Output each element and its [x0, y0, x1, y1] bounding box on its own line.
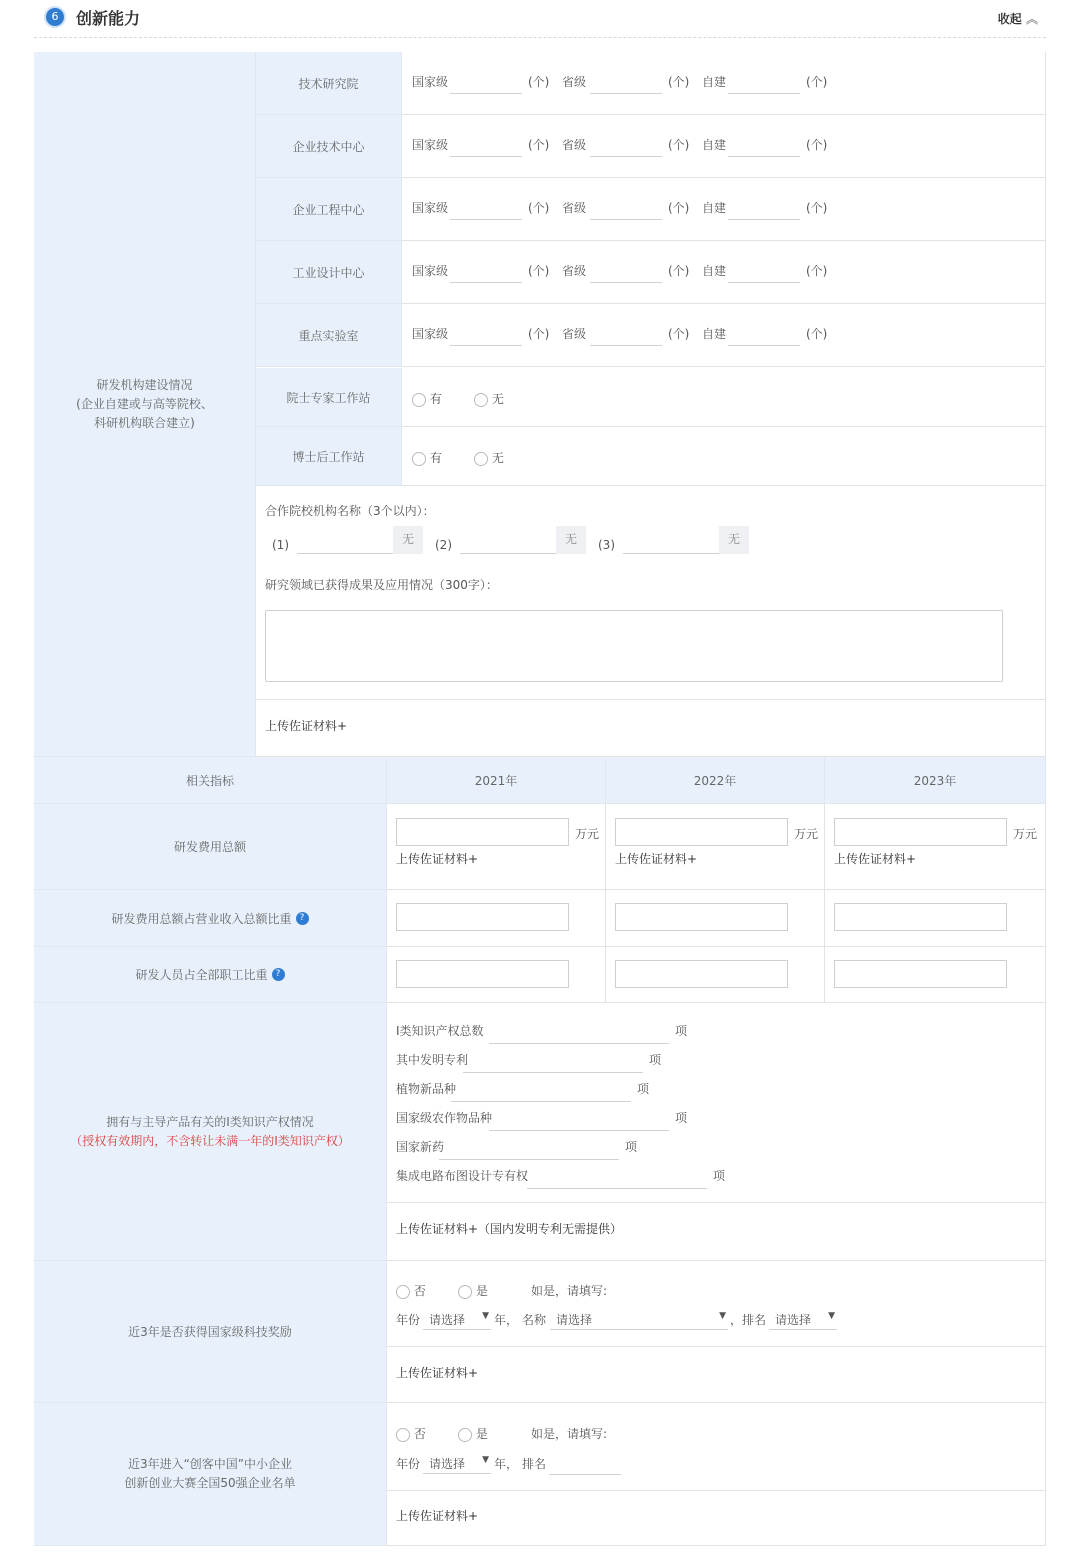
- staff-ratio-input[interactable]: [834, 960, 1007, 988]
- count-input-self[interactable]: [728, 263, 800, 283]
- unit-label: (个): [668, 201, 690, 215]
- institution-row: [402, 241, 1046, 304]
- unit-label: (个): [528, 327, 550, 341]
- collapse-toggle[interactable]: 收起 ︽: [997, 12, 1038, 26]
- level-label-province: 省级: [562, 138, 587, 152]
- radio-yes[interactable]: 是: [458, 1425, 488, 1442]
- partner-input[interactable]: [297, 534, 393, 554]
- level-label-self: 自建: [702, 264, 727, 278]
- unit-label: (个): [806, 201, 828, 215]
- rd-main-label: 研发机构建设情况 (企业自建或与高等院校、 科研机构联合建立): [34, 52, 256, 757]
- upload-link[interactable]: 上传佐证材料+: [834, 852, 917, 866]
- award-form: 否 是 如是，请填写: 年份 请选择 ▼ 年， 名称 请选择 ▼ ， 排名 请选择 ▼: [387, 1261, 1046, 1347]
- station-row-postdoc: [402, 427, 1046, 486]
- ip-item-input[interactable]: [451, 1082, 631, 1102]
- upload-link[interactable]: 上传佐证材料+: [615, 852, 698, 866]
- year-header-2021: 2021年: [387, 757, 606, 804]
- level-label-national: 国家级: [412, 138, 449, 152]
- ip-item-label: 其中发明专利: [396, 1053, 469, 1067]
- level-label-province: 省级: [562, 75, 587, 89]
- count-input-province[interactable]: [590, 263, 662, 283]
- unit-label: 万元: [1013, 827, 1038, 841]
- partner-none-button[interactable]: 无: [719, 526, 749, 554]
- award-label: 近3年是否获得国家级科技奖励: [34, 1261, 387, 1403]
- metrics-header-label: 相关指标: [34, 757, 387, 804]
- upload-link[interactable]: 上传佐证材料+: [396, 852, 479, 866]
- ip-label: 拥有与主导产品有关的I类知识产权情况 （授权有效期内，不含转让未满一年的I类知识产权）: [34, 1003, 387, 1261]
- partner-index: (3): [598, 538, 615, 552]
- partner-block: [256, 486, 1046, 700]
- achievements-label: 研究领域已获得成果及应用情况（300字）：: [265, 578, 498, 592]
- institution-label: 技术研究院: [256, 52, 402, 115]
- caret-down-icon: ▼: [828, 1311, 835, 1321]
- staff-ratio-cell: [387, 947, 606, 1003]
- institution-row: [402, 52, 1046, 115]
- award-name-select[interactable]: 请选择 ▼: [550, 1308, 728, 1330]
- year-select[interactable]: 请选择 ▼: [423, 1452, 491, 1474]
- count-input-national[interactable]: [450, 137, 522, 157]
- ip-item-label: 国家级农作物品种: [396, 1111, 493, 1125]
- year-suffix: 年，: [494, 1313, 519, 1327]
- if-yes-hint: 如是，请填写:: [531, 1284, 608, 1298]
- rd-total-cell: [825, 804, 1046, 890]
- unit-label: (个): [806, 264, 828, 278]
- rd-ratio-cell: [825, 890, 1046, 947]
- rd-total-input[interactable]: [615, 818, 788, 846]
- level-label-self: 自建: [702, 75, 727, 89]
- unit-label: 项: [675, 1111, 688, 1125]
- institution-label: 重点实验室: [256, 304, 402, 367]
- chevron-up-icon: ︽: [1025, 12, 1038, 26]
- upload-link[interactable]: 上传佐证材料+（国内发明专利无需提供）: [396, 1222, 623, 1236]
- count-input-national[interactable]: [450, 326, 522, 346]
- unit-label: 项: [625, 1140, 638, 1154]
- level-label-self: 自建: [702, 201, 727, 215]
- level-label-self: 自建: [702, 327, 727, 341]
- ip-item-input[interactable]: [463, 1053, 643, 1073]
- rd-ratio-input[interactable]: [396, 903, 569, 931]
- unit-label: (个): [806, 75, 828, 89]
- count-input-national[interactable]: [450, 263, 522, 283]
- year-suffix: 年，: [494, 1457, 519, 1471]
- achievements-textarea[interactable]: [265, 610, 1003, 682]
- rd-total-cell: [606, 804, 825, 890]
- radio-no[interactable]: 否: [396, 1425, 426, 1442]
- station-row-academician: [402, 368, 1046, 427]
- year-header-2023: 2023年: [825, 757, 1046, 804]
- caret-down-icon: ▼: [482, 1311, 489, 1321]
- count-input-self[interactable]: [728, 74, 800, 94]
- rank-input[interactable]: [549, 1455, 621, 1475]
- radio-no[interactable]: 无: [474, 390, 504, 407]
- unit-label: (个): [528, 75, 550, 89]
- help-icon[interactable]: ?: [296, 912, 309, 925]
- institution-label: 企业技术中心: [256, 115, 402, 178]
- level-label-province: 省级: [562, 201, 587, 215]
- help-icon[interactable]: ?: [272, 968, 285, 981]
- rd-ratio-cell: [606, 890, 825, 947]
- caret-down-icon: ▼: [482, 1455, 489, 1465]
- unit-label: 项: [637, 1082, 650, 1096]
- partner-none-button[interactable]: 无: [556, 526, 586, 554]
- rd-total-label: 研发费用总额: [34, 804, 387, 890]
- count-input-self[interactable]: [728, 137, 800, 157]
- if-yes-hint: 如是，请填写:: [531, 1427, 608, 1441]
- station-label-academician: 院士专家工作站: [256, 368, 402, 427]
- institution-row: [402, 115, 1046, 178]
- rank-label: 排名: [522, 1457, 547, 1471]
- upload-link[interactable]: 上传佐证材料+: [396, 1509, 479, 1523]
- rd-total-cell: [387, 804, 606, 890]
- staff-ratio-input[interactable]: [615, 960, 788, 988]
- unit-label: 万元: [794, 827, 819, 841]
- ip-item-input[interactable]: [489, 1111, 669, 1131]
- count-input-self[interactable]: [728, 326, 800, 346]
- rd-total-input[interactable]: [396, 818, 569, 846]
- count-input-province[interactable]: [590, 326, 662, 346]
- year-select[interactable]: 请选择 ▼: [423, 1308, 491, 1330]
- caret-down-icon: ▼: [719, 1311, 726, 1321]
- unit-label: (个): [668, 138, 690, 152]
- radio-yes[interactable]: 是: [458, 1282, 488, 1299]
- section-number-badge: 6: [44, 6, 66, 28]
- partner-label: 合作院校机构名称（3个以内）：: [265, 504, 435, 518]
- unit-label: (个): [528, 264, 550, 278]
- staff-ratio-input[interactable]: [396, 960, 569, 988]
- rd-ratio-input[interactable]: [834, 903, 1007, 931]
- unit-label: (个): [528, 138, 550, 152]
- ip-item-label: 集成电路布图设计专有权: [396, 1169, 529, 1183]
- rd-ratio-label: 研发费用总额占营业收入总额比重 ?: [34, 890, 387, 947]
- section-title: 创新能力: [76, 9, 141, 28]
- ip-item-label: Ⅰ类知识产权总数: [396, 1024, 484, 1038]
- ip-items-block: [387, 1003, 1046, 1203]
- ip-item-input[interactable]: [489, 1024, 669, 1044]
- unit-label: (个): [806, 138, 828, 152]
- rd-ratio-input[interactable]: [615, 903, 788, 931]
- award-name-label: 名称: [522, 1313, 547, 1327]
- staff-ratio-cell: [825, 947, 1046, 1003]
- ip-item-input[interactable]: [527, 1169, 707, 1189]
- unit-label: (个): [668, 327, 690, 341]
- ip-item-label: 国家新药: [396, 1140, 445, 1154]
- year-label: 年份: [396, 1313, 421, 1327]
- contest-upload-row: [387, 1491, 1046, 1546]
- partner-input[interactable]: [623, 534, 719, 554]
- count-input-national[interactable]: [450, 200, 522, 220]
- unit-label: (个): [528, 201, 550, 215]
- count-input-self[interactable]: [728, 200, 800, 220]
- award-upload-row: [387, 1347, 1046, 1403]
- radio-no[interactable]: 无: [474, 449, 504, 466]
- rd-ratio-cell: [387, 890, 606, 947]
- year-label: 年份: [396, 1457, 421, 1471]
- level-label-national: 国家级: [412, 75, 449, 89]
- partner-none-button[interactable]: 无: [393, 526, 423, 554]
- year-header-2022: 2022年: [606, 757, 825, 804]
- unit-label: 项: [649, 1053, 662, 1067]
- unit-label: 万元: [575, 827, 600, 841]
- ip-item-input[interactable]: [439, 1140, 619, 1160]
- upload-link[interactable]: 上传佐证材料+: [396, 1366, 479, 1380]
- staff-ratio-cell: [606, 947, 825, 1003]
- count-input-province[interactable]: [590, 200, 662, 220]
- upload-link[interactable]: 上传佐证材料+: [265, 719, 348, 733]
- level-label-national: 国家级: [412, 327, 449, 341]
- count-input-province[interactable]: [590, 137, 662, 157]
- contest-label: 近3年进入“创客中国”中小企业 创新创业大赛全国50强企业名单: [34, 1403, 387, 1546]
- level-label-self: 自建: [702, 138, 727, 152]
- rd-upload-row: [256, 700, 1046, 757]
- institution-row: [402, 178, 1046, 241]
- partner-index: (1): [272, 538, 289, 552]
- unit-label: (个): [806, 327, 828, 341]
- partner-input[interactable]: [460, 534, 556, 554]
- station-label-postdoc: 博士后工作站: [256, 427, 402, 486]
- ip-note: （授权有效期内，不含转让未满一年的I类知识产权）: [70, 1133, 350, 1148]
- unit-label: (个): [668, 264, 690, 278]
- institution-label: 工业设计中心: [256, 241, 402, 304]
- rank-label: 排名: [742, 1313, 767, 1327]
- partner-index: (2): [435, 538, 452, 552]
- level-label-province: 省级: [562, 264, 587, 278]
- level-label-national: 国家级: [412, 201, 449, 215]
- radio-yes[interactable]: 有: [412, 390, 442, 407]
- rank-select[interactable]: 请选择 ▼: [769, 1308, 837, 1330]
- staff-ratio-label: 研发人员占全部职工比重 ?: [34, 947, 387, 1003]
- ip-upload-row: [387, 1203, 1046, 1261]
- level-label-province: 省级: [562, 327, 587, 341]
- institution-row: [402, 304, 1046, 367]
- unit-label: (个): [668, 75, 690, 89]
- institution-label: 企业工程中心: [256, 178, 402, 241]
- level-label-national: 国家级: [412, 264, 449, 278]
- radio-yes[interactable]: 有: [412, 449, 442, 466]
- count-input-province[interactable]: [590, 74, 662, 94]
- count-input-national[interactable]: [450, 74, 522, 94]
- radio-no[interactable]: 否: [396, 1282, 426, 1299]
- rd-total-input[interactable]: [834, 818, 1007, 846]
- ip-item-label: 植物新品种: [396, 1082, 457, 1096]
- section-header: [34, 0, 1046, 38]
- unit-label: 项: [713, 1169, 726, 1183]
- unit-label: 项: [675, 1024, 688, 1038]
- contest-form: [387, 1403, 1046, 1491]
